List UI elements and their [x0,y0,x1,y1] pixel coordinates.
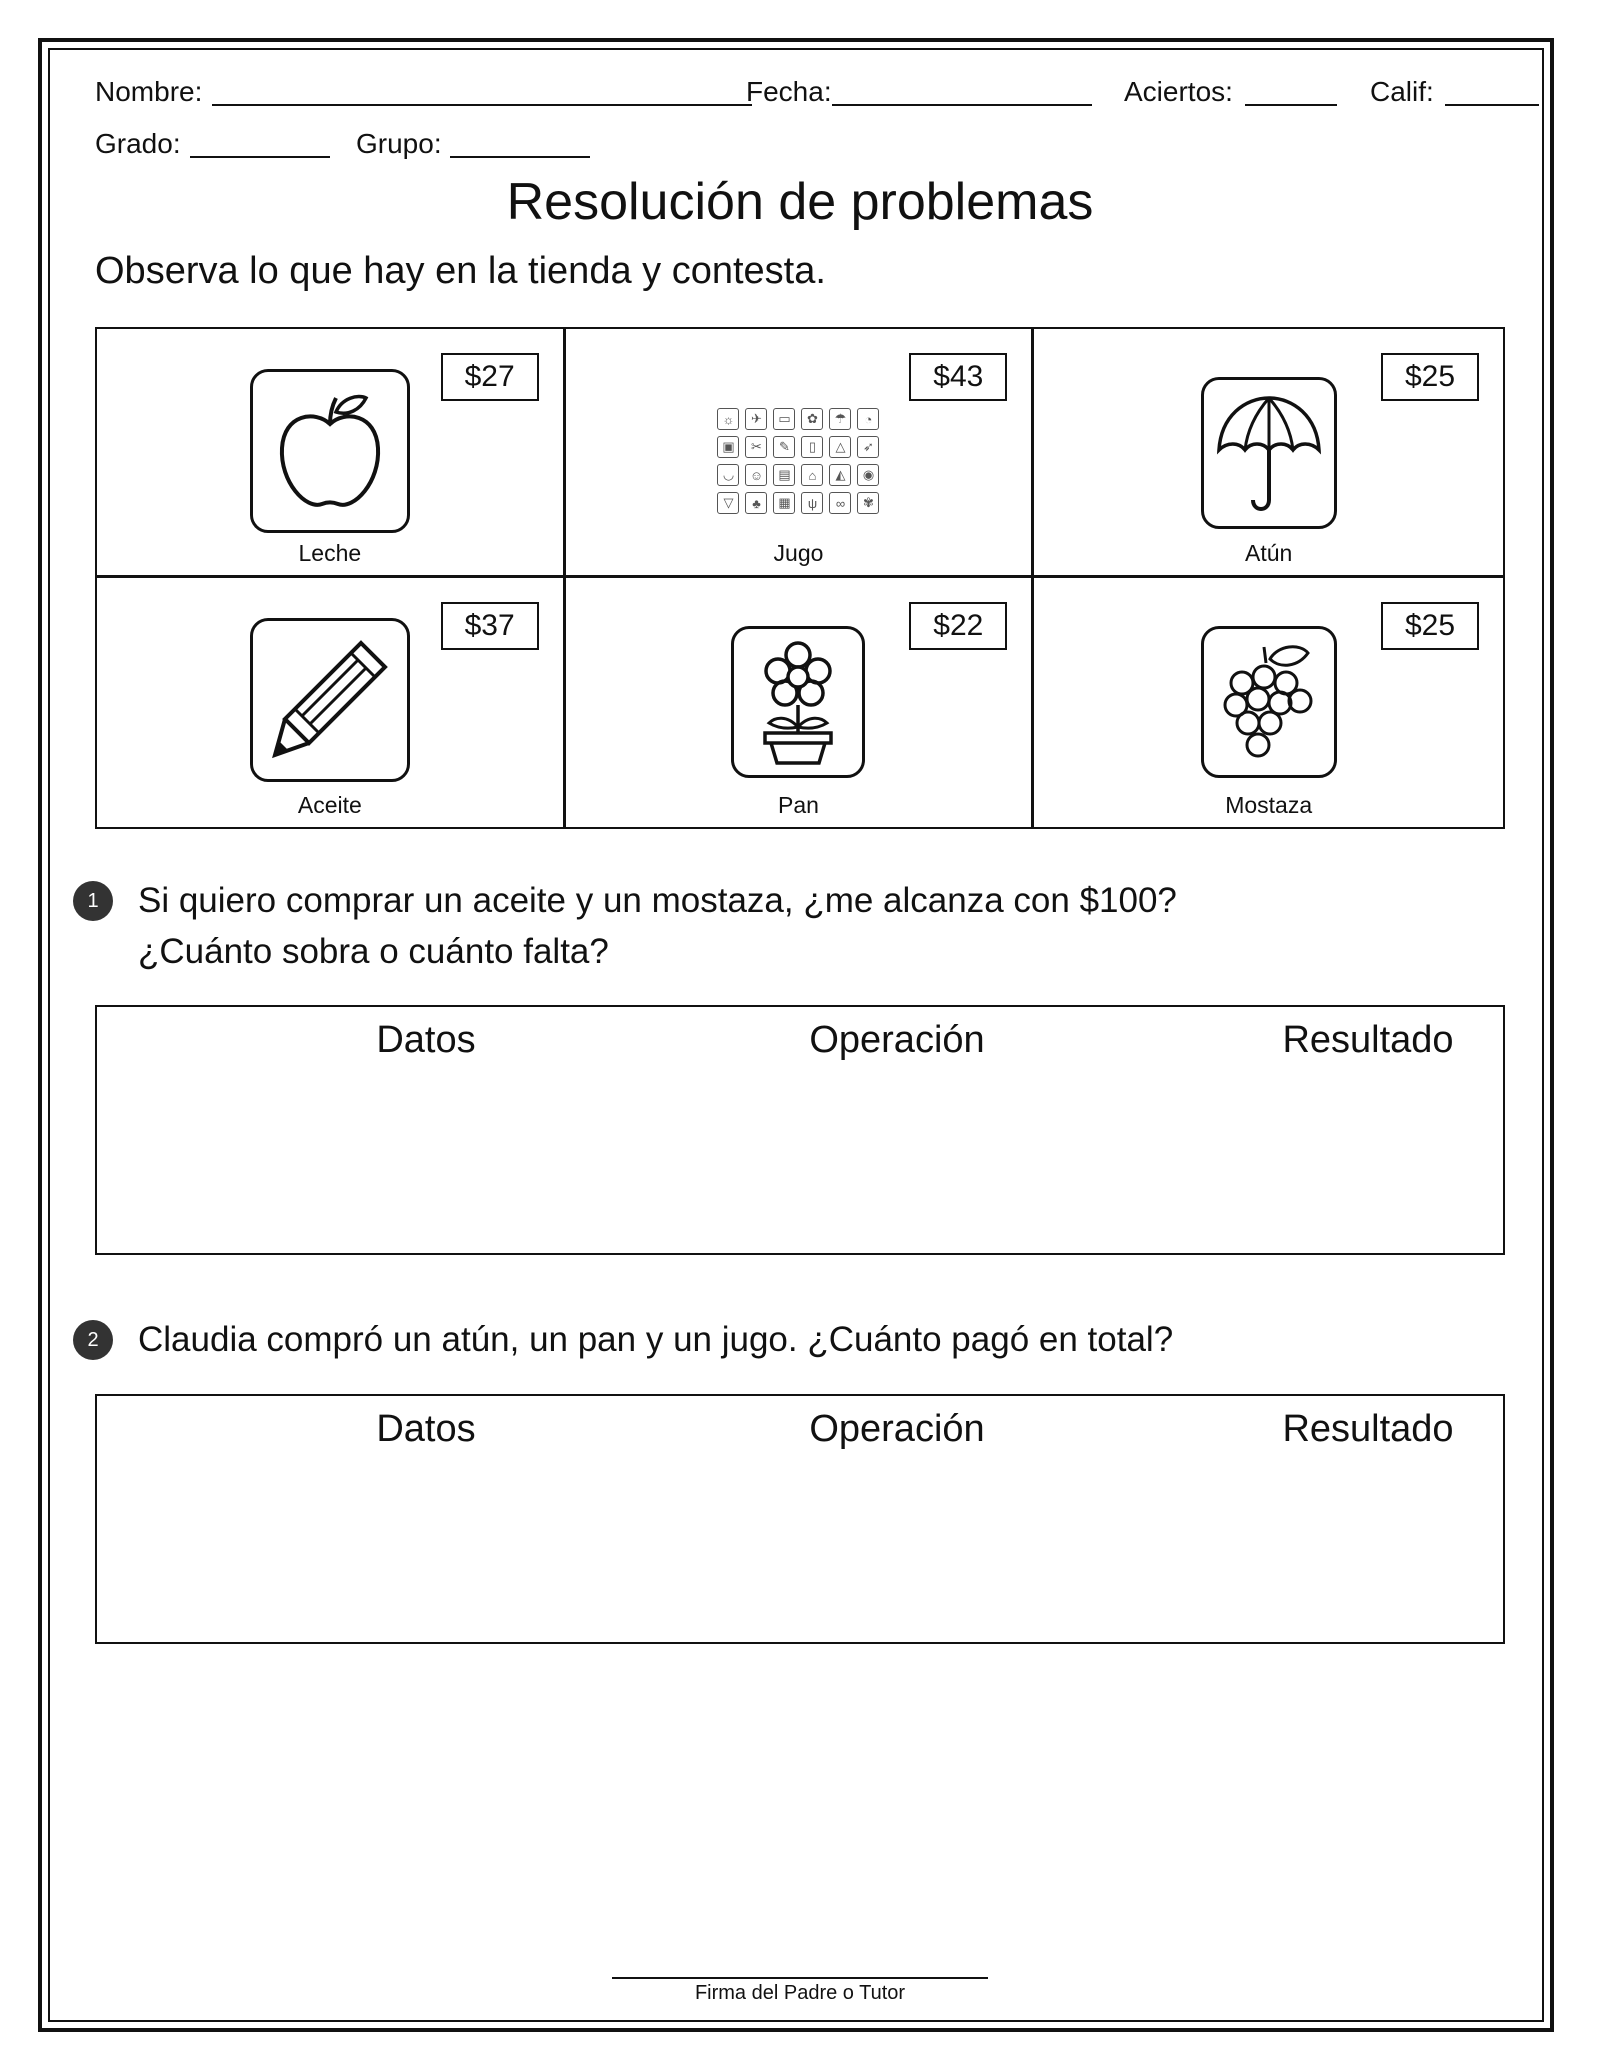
grado-line[interactable] [190,156,330,158]
calif-line[interactable] [1445,104,1539,106]
fecha-line[interactable] [832,104,1092,106]
grupo-label: Grupo: [356,128,442,159]
icon-grid: ☼ ✈ ▭ ✿ ☂ ◔ ▣ ✂ ✎ ▯ △ ➶ ◡ ☺ ▤ ⌂ ◭ ◉ ▽ ♣ ▦ ψ ∞ ✾ [716,379,880,543]
question-1-line-2: ¿Cuánto sobra o cuánto falta? [138,932,609,971]
item-label: Mostaza [1225,792,1313,818]
question-number-badge: 1 [73,881,113,921]
signature-line[interactable] [612,1977,988,1979]
price-tag: $25 [1381,353,1479,401]
price-tag: $37 [441,602,539,650]
price-tag: $22 [909,602,1007,650]
item-label: Leche [298,540,362,566]
store-item [566,329,1035,578]
price-tag: $27 [441,353,539,401]
umbrella-icon [1201,377,1337,529]
nombre-line[interactable] [212,104,752,106]
datos-header: Datos [376,1019,476,1061]
instruction-text: Observa lo que hay en la tienda y contesta. [95,250,826,292]
item-label: Atún [1244,540,1293,566]
item-label: Pan [778,792,819,818]
apple-icon [250,369,410,533]
store-grid [95,327,1505,829]
resultado-header: Resultado [1282,1408,1454,1450]
store-item [97,329,566,578]
answer-box-2[interactable] [95,1394,1505,1644]
question-number-badge: 2 [73,1320,113,1360]
fecha-label: Fecha: [746,76,832,107]
store-item [1034,578,1503,827]
store-item [1034,329,1503,578]
aciertos-line[interactable] [1245,104,1337,106]
operacion-header: Operación [809,1408,985,1450]
question-2-text: Claudia compró un atún, un pan y un jugo. ¿Cuánto pagó en total? [138,1320,1174,1359]
pencil-icon [250,618,410,782]
aciertos-label: Aciertos: [1124,76,1233,107]
resultado-header: Resultado [1282,1019,1454,1061]
price-tag: $43 [909,353,1007,401]
grado-label: Grado: [95,128,181,159]
store-item [97,578,566,827]
question-1-line-1: Si quiero comprar un aceite y un mostaza, ¿me alcanza con $100? [138,881,1177,920]
operacion-header: Operación [809,1019,985,1061]
question-1-text [138,875,1177,977]
price-tag: $25 [1381,602,1479,650]
grapes-icon [1201,626,1337,778]
answer-box-1[interactable] [95,1005,1505,1255]
grupo-line[interactable] [450,156,590,158]
item-label: Jugo [773,540,824,566]
signature-label: Firma del Padre o Tutor [694,1982,906,2004]
page-title: Resolución de problemas [506,173,1094,231]
store-item [566,578,1035,827]
nombre-label: Nombre: [95,76,203,107]
datos-header: Datos [376,1408,476,1450]
flower-pot-icon [731,626,865,778]
item-label: Aceite [297,792,362,818]
calif-label: Calif: [1370,76,1434,107]
